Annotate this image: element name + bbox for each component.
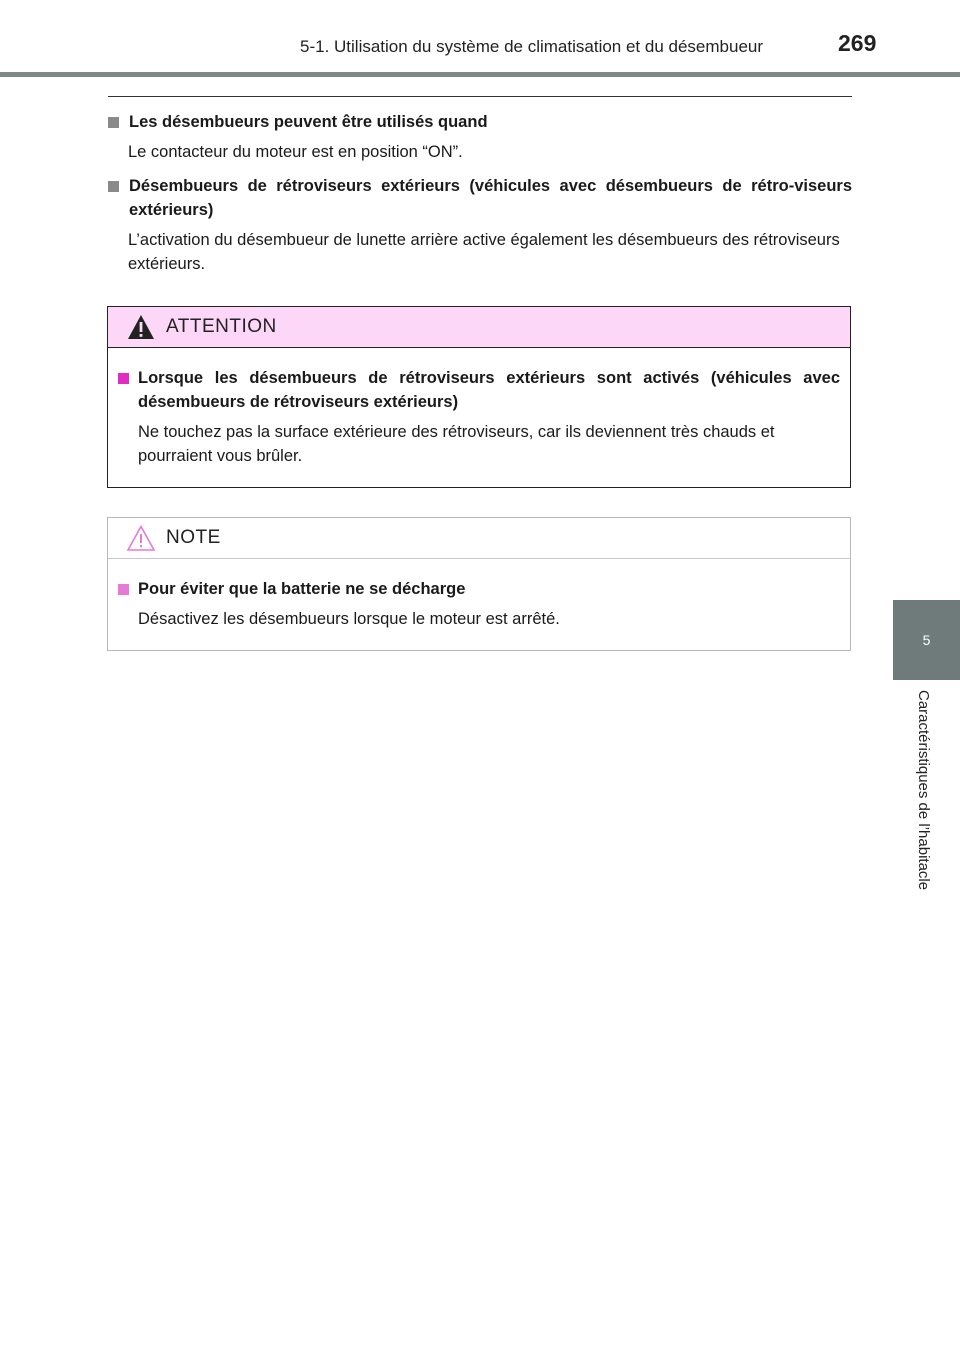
note-item — [118, 577, 840, 631]
attention-title: ATTENTION — [166, 316, 277, 337]
attention-box — [107, 306, 851, 488]
warning-triangle-outline-icon — [126, 524, 156, 552]
attention-heading — [118, 366, 840, 414]
note-header — [108, 518, 850, 559]
content-rule — [108, 96, 852, 97]
bullet-square-icon — [108, 117, 119, 128]
section-heading — [108, 174, 852, 222]
note-title: NOTE — [166, 527, 221, 548]
attention-header — [108, 307, 850, 348]
warning-triangle-icon — [126, 313, 156, 341]
chapter-number: 5 — [922, 632, 931, 648]
chapter-label: Caractéristiques de l’habitacle — [915, 690, 932, 891]
bullet-square-icon — [108, 181, 119, 192]
attention-heading-text: Lorsque les désembueurs de rétroviseurs extérieurs sont activés (véhicules avec désembueurs de rétroviseurs extérieurs) — [138, 369, 840, 411]
note-heading-text: Pour éviter que la batterie ne se décharge — [138, 580, 466, 598]
bullet-square-icon — [118, 584, 129, 595]
section-heading-text: Désembueurs de rétroviseurs extérieurs (véhicules avec désembueurs de rétro-viseurs extérieurs) — [129, 177, 852, 219]
header-title: 5-1. Utilisation du système de climatisation et du désembueur — [300, 37, 764, 56]
section-defoggers-usage — [108, 110, 852, 164]
section-body: L’activation du désembueur de lunette arrière active également les désembueurs des rétroviseurs extérieurs. — [128, 231, 840, 273]
attention-body: Ne touchez pas la surface extérieure des rétroviseurs, car ils deviennent très chauds et pourraient vous brûler. — [138, 423, 775, 465]
section-heading-text: Les désembueurs peuvent être utilisés quand — [129, 113, 488, 131]
note-body: Désactivez les désembueurs lorsque le moteur est arrêté. — [138, 610, 560, 628]
header-rule — [0, 72, 960, 77]
attention-item — [118, 366, 840, 468]
section-mirror-defoggers — [108, 174, 852, 276]
note-box — [107, 517, 851, 651]
section-heading — [108, 110, 852, 134]
section-body: Le contacteur du moteur est en position “ON”. — [128, 143, 463, 161]
note-heading — [118, 577, 840, 601]
chapter-tab — [893, 600, 960, 680]
bullet-square-icon — [118, 373, 129, 384]
page-number: 269 — [838, 30, 877, 56]
